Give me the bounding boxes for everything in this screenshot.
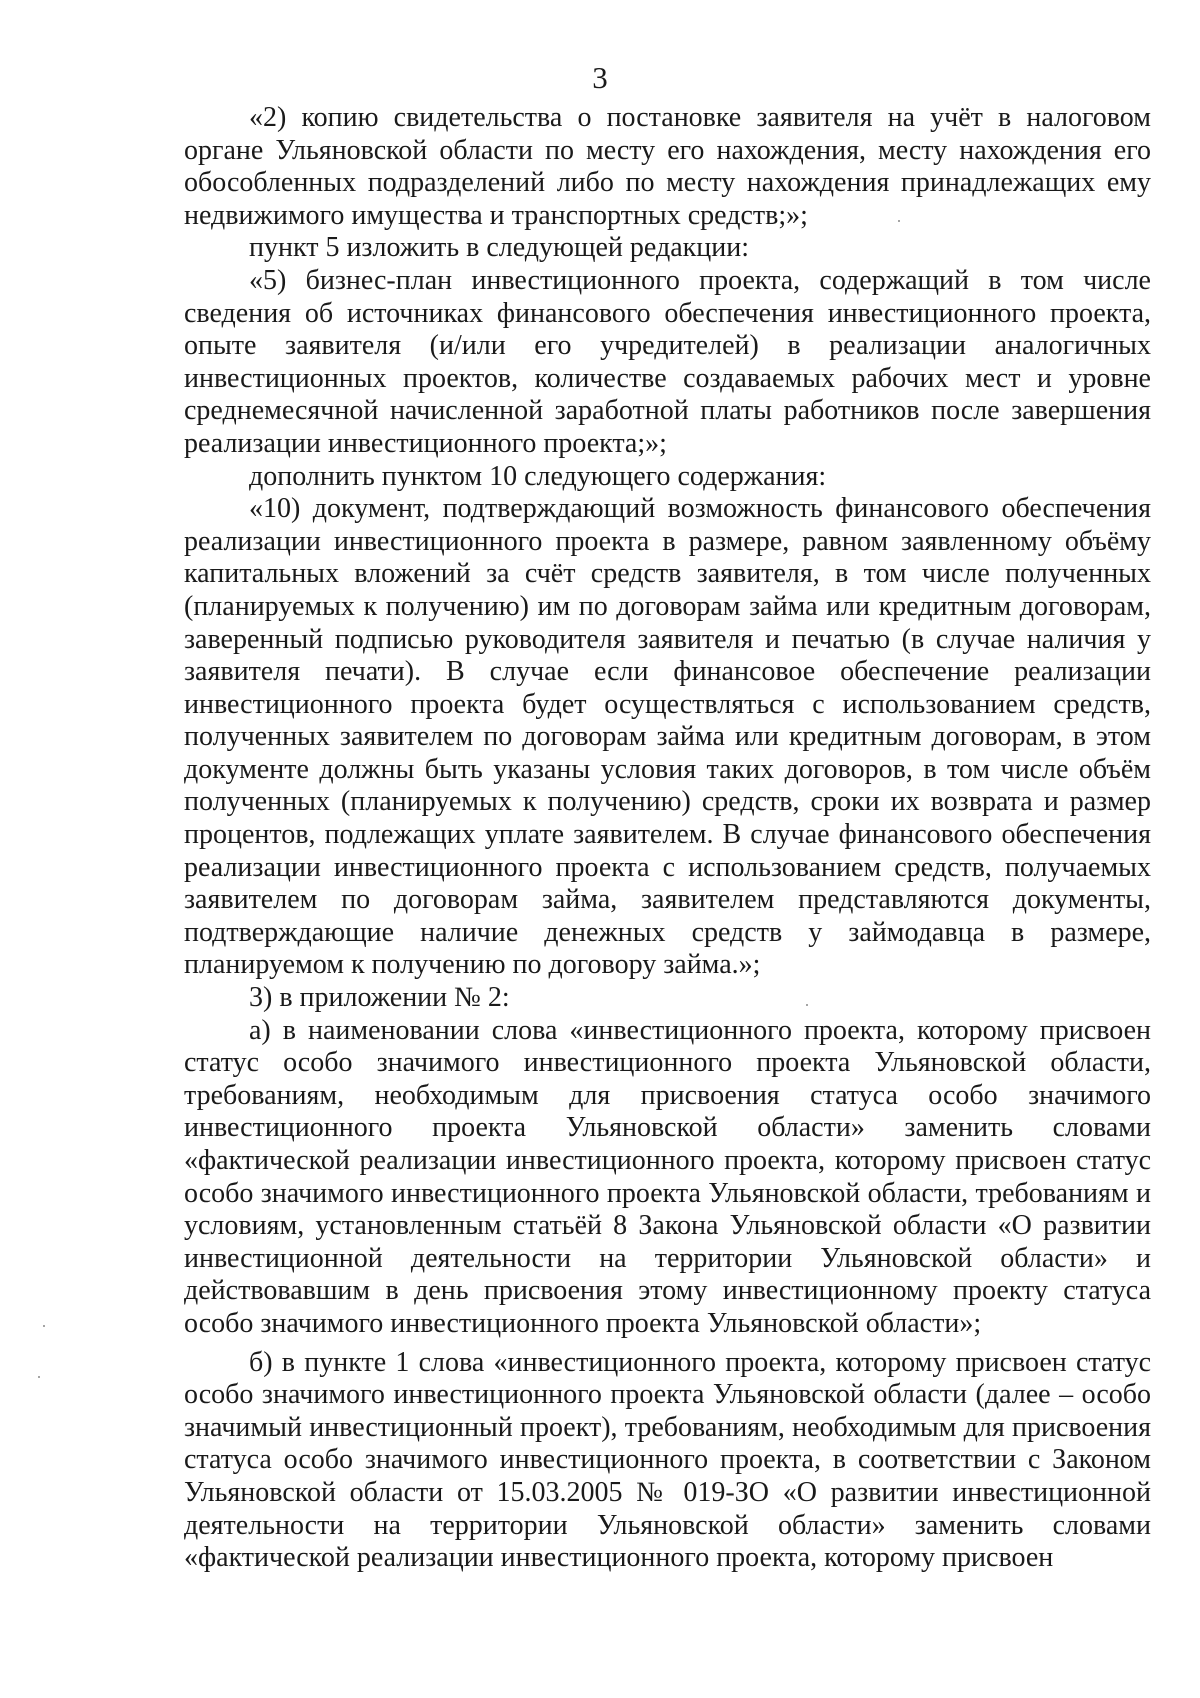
paragraph-item-5: «5) бизнес-план инвестиционного проекта, содержащий в том числе сведения об источниках финансового обеспечения инвестиционного проекта, опыте заявителя (и/или его учредителей) в реализации аналогичных инвестиционных проектов, количестве создаваемых рабочих мест и уровне среднемесячной начисленной заработной платы работников после завершения реализации инвестиционного проекта;»; xyxy=(184,264,1151,459)
scan-speck xyxy=(38,1376,40,1378)
scan-speck xyxy=(806,1004,808,1006)
paragraph-item-2: «2) копию свидетельства о постановке заявителя на учёт в налоговом органе Ульяновской области по месту его нахождения, месту нахождения его обособленных подразделений либо по месту нахождения принадлежащих ему недвижимого имущества и транспортных средств;»; xyxy=(184,102,1151,231)
paragraph-subitem-a: а) в наименовании слова «инвестиционного проекта, которому присвоен статус особо значимого инвестиционного проекта Ульяновской области, требованиям, необходимым для присвоения статуса особо значимого инвестиционного проекта Ульяновской области» заменить словами «фактической реализации инвестиционного проекта, которому присвоен статус особо значимого инвестиционного проекта Ульяновской области, требованиям и условиям, установленным статьёй 8 Закона Ульяновской области «О развитии инвестиционной деятельности на территории Ульяновской области» и действовавшим в день присвоения этому инвестиционному проекту статуса особо значимого инвестиционного проекта Ульяновской области»; xyxy=(184,1014,1151,1339)
scan-speck xyxy=(898,220,900,222)
paragraph-item-10-instruction: дополнить пунктом 10 следующего содержания: xyxy=(249,460,827,492)
page-number: 3 xyxy=(592,60,608,95)
paragraph-item-5-instruction: пункт 5 изложить в следующей редакции: xyxy=(249,232,749,264)
scan-speck xyxy=(43,1325,45,1327)
paragraph-item-10: «10) документ, подтверждающий возможность финансового обеспечения реализации инвестиционного проекта в размере, равном заявленному объёму капитальных вложений за счёт средств заявителя, в том числе полученных (планируемых к получению) им по договорам займа или кредитным договорам, заверенный подписью руководителя заявителя и печатью (в случае наличия у заявителя печати). В случае если финансовое обеспечение реализации инвестиционного проекта будет осуществляться с использованием средств, полученных заявителем по договорам займа или кредитным договорам, в этом документе должны быть указаны условия таких договоров, в том числе объём полученных (планируемых к получению) средств, сроки их возврата и размер процентов, подлежащих уплате заявителем. В случае финансового обеспечения реализации инвестиционного проекта с использованием средств, получаемых заявителем по договорам займа, заявителем представляются документы, подтверждающие наличие денежных средств у займодавца в размере, планируемом к получению по договору займа.»; xyxy=(184,493,1151,981)
paragraph-appendix-2: 3) в приложении № 2: xyxy=(249,982,510,1014)
document-body xyxy=(184,102,1151,1575)
paragraph-subitem-b: б) в пункте 1 слова «инвестиционного проекта, которому присвоен статус особо значимого инвестиционного проекта Ульяновской области (далее – особо значимый инвестиционный проект), требованиям, необходимым для присвоения статуса особо значимого инвестиционного проекта, в соответствии с Законом Ульяновской области от 15.03.2005 № 019-ЗО «О развитии инвестиционной деятельности на территории Ульяновской области» заменить словами «фактической реализации инвестиционного проекта, которому присвоен xyxy=(184,1346,1151,1574)
